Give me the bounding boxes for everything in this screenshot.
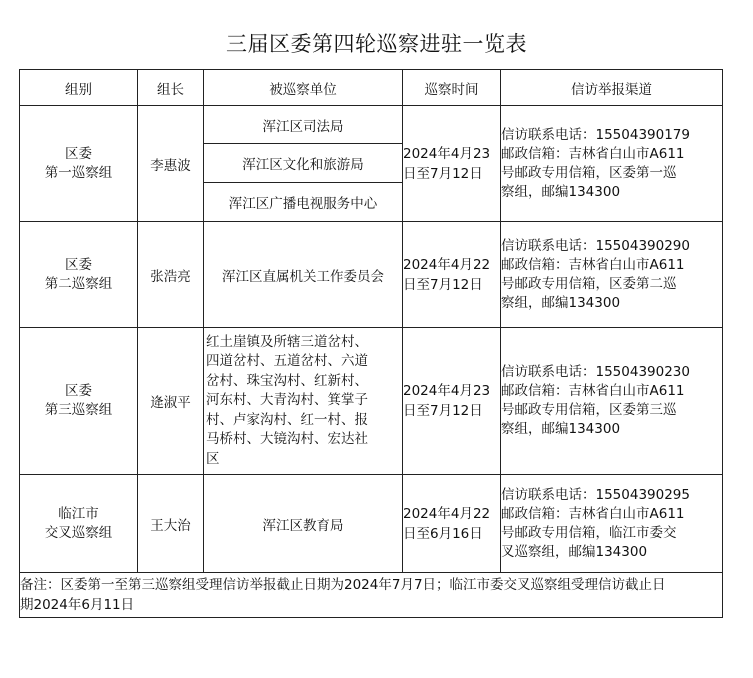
unit-line: 河东村、大青沟村、箕掌子	[206, 392, 368, 409]
group-cell	[20, 328, 138, 475]
contact-line: 信访联系电话：15504390179	[501, 126, 690, 143]
contact-line: 号邮政专用信箱，区委第三巡	[501, 402, 677, 418]
contact-line: 察组，邮编134300	[501, 183, 621, 200]
note-line-2: 期2024年6月11日	[20, 597, 135, 613]
group-cell	[20, 222, 138, 328]
page-title: 三届区委第四轮巡察进驻一览表	[226, 32, 527, 56]
note-line-1: 备注：区委第一至第三巡察组受理信访举报截止日期为2024年7月7日；临江市委交叉巡察组受理信访截止日	[20, 577, 666, 593]
contact-line: 信访联系电话：15504390290	[501, 237, 690, 254]
time-cell	[403, 106, 501, 222]
unit-cell: 浑江区广播电视服务中心	[204, 183, 403, 222]
contact-cell	[501, 328, 723, 475]
leader-cell: 逄淑平	[138, 328, 204, 475]
header-time: 巡察时间	[403, 70, 501, 106]
time-line-2: 日至7月12日	[403, 165, 483, 182]
time-cell	[403, 222, 501, 328]
unit-line: 岔村、珠宝沟村、红新村、	[206, 372, 368, 389]
contact-line: 邮政信箱：吉林省白山市A611	[501, 256, 685, 273]
time-cell	[403, 328, 501, 475]
contact-line: 号邮政专用信箱，临江市委交	[501, 524, 677, 541]
group-line-1: 区委	[65, 383, 92, 399]
header-leader: 组长	[138, 70, 204, 106]
time-line-2: 日至6月16日	[403, 525, 483, 542]
group-line-2: 第一巡察组	[44, 164, 113, 181]
leader-cell: 王大治	[138, 475, 204, 573]
group-line-2: 第二巡察组	[44, 275, 113, 292]
contact-line: 察组，邮编134300	[501, 421, 621, 437]
header-channel: 信访举报渠道	[501, 70, 723, 106]
unit-line: 四道岔村、五道岔村、六道	[206, 353, 368, 370]
inspection-table	[19, 69, 723, 618]
group-line-2: 第三巡察组	[44, 402, 113, 418]
contact-cell	[501, 106, 723, 222]
contact-line: 号邮政专用信箱，区委第一巡	[501, 164, 677, 181]
note-row	[20, 573, 723, 618]
contact-line: 号邮政专用信箱，区委第二巡	[501, 275, 677, 292]
table-row	[20, 106, 723, 144]
table-row	[20, 328, 723, 475]
table-row	[20, 222, 723, 328]
group-line-1: 区委	[65, 145, 92, 162]
unit-line: 区	[206, 450, 220, 467]
contact-line: 信访联系电话：15504390230	[501, 364, 690, 380]
group-cell	[20, 106, 138, 222]
group-line-1: 临江市	[58, 505, 99, 522]
note-cell	[20, 573, 723, 618]
unit-line: 村、卢家沟村、红一村、报	[206, 411, 368, 428]
unit-cell: 浑江区司法局	[204, 106, 403, 144]
group-line-2: 交叉巡察组	[44, 524, 113, 541]
unit-cell: 浑江区直属机关工作委员会	[204, 222, 403, 328]
group-cell	[20, 475, 138, 573]
table-header-row	[20, 70, 723, 106]
time-line-1: 2024年4月22	[403, 256, 491, 273]
unit-cell: 浑江区教育局	[204, 475, 403, 573]
group-line-1: 区委	[65, 256, 92, 273]
leader-cell: 张浩亮	[138, 222, 204, 328]
time-line-2: 日至7月12日	[403, 403, 483, 419]
unit-line: 红土崖镇及所辖三道岔村、	[206, 333, 368, 350]
contact-line: 叉巡察组，邮编134300	[501, 543, 648, 560]
time-line-1: 2024年4月22	[403, 505, 491, 522]
contact-cell	[501, 475, 723, 573]
contact-line: 邮政信箱：吉林省白山市A611	[501, 145, 685, 162]
contact-line: 邮政信箱：吉林省白山市A611	[501, 383, 685, 399]
contact-line: 邮政信箱：吉林省白山市A611	[501, 505, 685, 522]
contact-line: 信访联系电话：15504390295	[501, 486, 690, 503]
header-units: 被巡察单位	[204, 70, 403, 106]
time-line-1: 2024年4月23	[403, 383, 491, 399]
table-row	[20, 475, 723, 573]
unit-cell: 浑江区文化和旅游局	[204, 144, 403, 183]
time-line-1: 2024年4月23	[403, 145, 491, 162]
contact-line: 察组，邮编134300	[501, 294, 621, 311]
time-line-2: 日至7月12日	[403, 276, 483, 293]
unit-cell	[204, 328, 403, 475]
header-group: 组别	[20, 70, 138, 106]
leader-cell: 李惠波	[138, 106, 204, 222]
contact-cell	[501, 222, 723, 328]
time-cell	[403, 475, 501, 573]
unit-line: 马桥村、大镜沟村、宏达社	[206, 431, 368, 448]
